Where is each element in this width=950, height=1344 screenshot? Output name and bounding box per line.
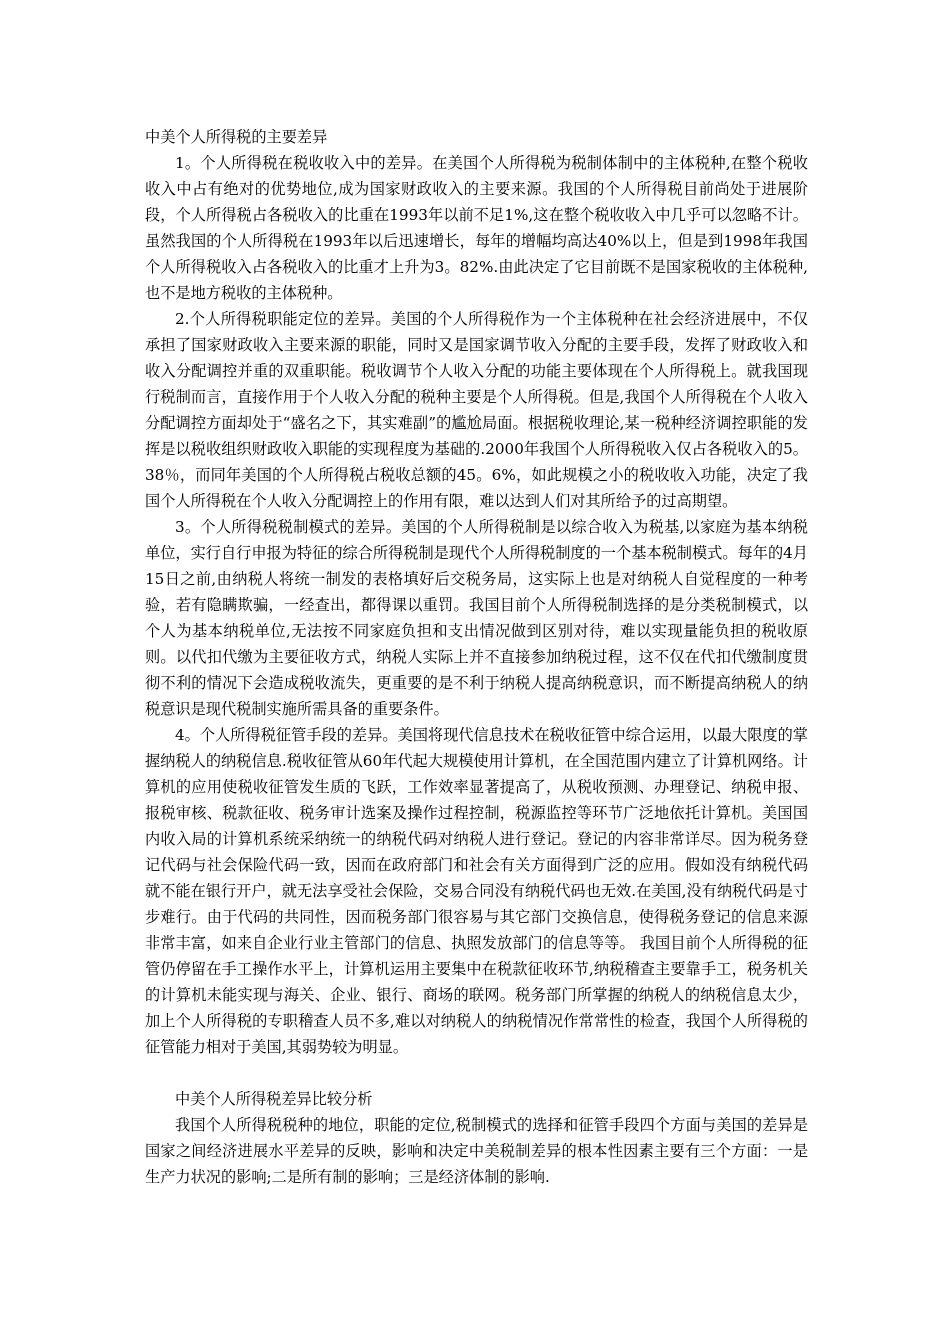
document-page	[145, 124, 808, 1190]
section2-title: 中美个人所得税差异比较分析	[175, 1090, 373, 1108]
paragraph-tax-model: 3。个人所得税税制模式的差异。美国的个人所得税制是以综合收入为税基,以家庭为基本纳税单位，实行自行申报为特征的综合所得税制是现代个人所得税制度的一个基本税制模式。每年的4月15日之前,由纳税人将统一制发的表格填好后交税务局，这实际上也是对纳税人自觉程度的一种考验，若有隐瞒欺骗，一经查出，都得课以重罚。我国目前个人所得税制选择的是分类税制模式，以个人为基本纳税单位,无法按不同家庭负担和支出情况做到区别对待，难以实现量能负担的税收原则。以代扣代缴为主要征收方式，纳税人实际上并不直接参加纳税过程，这不仅在代扣代缴制度贯彻不利的情况下会造成税收流失，更重要的是不利于纳税人提高纳税意识，而不断提高纳税人的纳税意识是现代税制实施所需具备的重要条件。	[145, 518, 808, 718]
section-spacer	[145, 1060, 808, 1086]
paragraph-income-share: 1。个人所得税在税收收入中的差异。在美国个人所得税为税制体制中的主体税种,在整个税收收入中占有绝对的优势地位,成为国家财政收入的主要来源。我国的个人所得税目前尚处于进展阶段，个人所得税占各税收入的比重在1993年以前不足1%,这在整个税收收入中几乎可以忽略不计。虽然我国的个人所得税在1993年以后迅速增长，每年的增幅均高达40%以上，但是到1998年我国个人所得税收入占各税收入的比重才上升为3。82%.由此决定了它目前既不是国家税收的主体税种,也不是地方税收的主体税种。	[145, 154, 808, 302]
document-title: 中美个人所得税的主要差异	[145, 128, 328, 146]
paragraph-comparative-analysis: 我国个人所得税税种的地位，职能的定位,税制模式的选择和征管手段四个方面与美国的差异是国家之间经济进展水平差异的反映，影响和决定中美税制差异的根本性因素主要有三个方面：一是生产力状况的影响;二是所有制的影响；三是经济体制的影响.	[145, 1116, 808, 1186]
paragraph-function-positioning: 2.个人所得税职能定位的差异。美国的个人所得税作为一个主体税种在社会经济进展中，不仅承担了国家财政收入主要来源的职能，同时又是国家调节收入分配的主要手段，发挥了财政收入和收入分配调控并重的双重职能。税收调节个人收入分配的功能主要体现在个人所得税上。就我国现行税制而言，直接作用于个人收入分配的税种主要是个人所得税。但是,我国个人所得税在个人收入分配调控方面却处于“盛名之下，其实难副”的尴尬局面。根据税收理论,某一税种经济调控职能的发挥是以税收组织财政收入职能的实现程度为基础的.2000年我国个人所得税收入仅占各税收入的5。38％，而同年美国的个人所得税占税收总额的45。6%，如此规模之小的税收收入功能，决定了我国个人所得税在个人收入分配调控上的作用有限，难以达到人们对其所给予的过高期望。	[145, 310, 808, 510]
paragraph-collection-means: 4。个人所得税征管手段的差异。美国将现代信息技术在税收征管中综合运用，以最大限度的掌握纳税人的纳税信息.税收征管从60年代起大规模使用计算机，在全国范围内建立了计算机网络。计算机的应用使税收征管发生质的飞跃，工作效率显著提高了，从税收预测、办理登记、纳税申报、报税审核、税款征收、税务审计选案及操作过程控制，税源监控等环节广泛地依托计算机。美国国内收入局的计算机系统采纳统一的纳税代码对纳税人进行登记。登记的内容非常详尽。因为税务登记代码与社会保险代码一致，因而在政府部门和社会有关方面得到广泛的应用。假如没有纳税代码就不能在银行开户，就无法享受社会保险，交易合同没有纳税代码也无效.在美国,没有纳税代码是寸步难行。由于代码的共同性，因而税务部门很容易与其它部门交换信息，使得税务登记的信息来源非常丰富，如来自企业行业主管部门的信息、执照发放部门的信息等等。 我国目前个人所得税的征管仍停留在手工操作水平上，计算机运用主要集中在税款征收环节,纳税稽查主要靠手工，税务机关的计算机未能实现与海关、企业、银行、商场的联网。税务部门所掌握的纳税人的纳税信息太少，加上个人所得税的专职稽查人员不多,难以对纳税人的纳税情况作常常性的检查，我国个人所得税的征管能力相对于美国,其弱势较为明显。	[145, 726, 808, 1056]
